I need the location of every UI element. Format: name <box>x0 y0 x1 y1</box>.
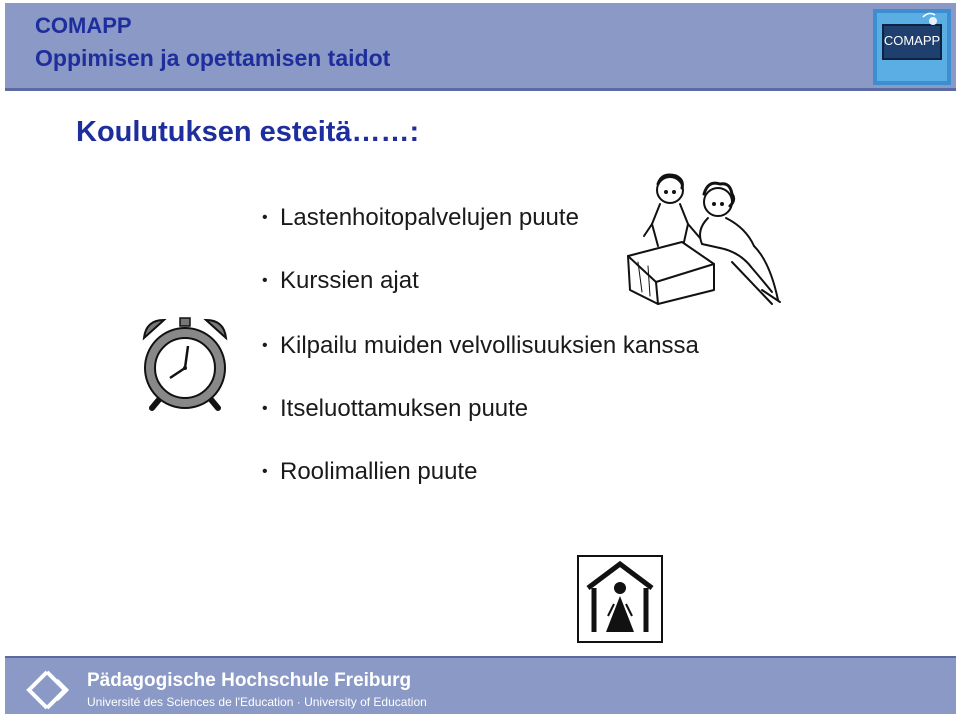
bullet-dot: • <box>262 272 268 289</box>
comapp-logo-text: COMAPP <box>883 33 941 48</box>
bullet-item <box>262 332 699 360</box>
bullet-text: Itseluottamuksen puute <box>280 395 529 422</box>
bullet-item <box>262 395 528 423</box>
bullet-item <box>262 267 419 295</box>
bullet-dot: • <box>262 209 268 226</box>
bullet-dot: • <box>262 337 268 354</box>
header-subtitle: Oppimisen ja opettamisen taidot <box>35 45 391 71</box>
bullet-item <box>262 458 477 486</box>
header-divider <box>5 88 956 91</box>
bullet-dot: • <box>262 400 268 417</box>
bullet-item <box>262 204 579 232</box>
comapp-logo-icon <box>873 9 951 85</box>
bullet-text: Kurssien ajat <box>280 267 419 294</box>
header-bar <box>5 3 956 89</box>
woman-in-house-icon <box>576 554 664 644</box>
bullet-text: Kilpailu muiden velvollisuuksien kanssa <box>280 332 699 359</box>
footer-bar <box>5 658 956 714</box>
bullet-text: Lastenhoitopalvelujen puute <box>280 204 579 231</box>
footer-institution: Pädagogische Hochschule Freiburg <box>87 670 412 691</box>
bullet-text: Roolimallien puute <box>280 458 478 485</box>
bullet-dot: • <box>262 463 268 480</box>
ph-freiburg-logo-icon <box>23 668 79 712</box>
alarm-clock-icon <box>140 316 230 412</box>
header-brand: COMAPP <box>35 13 132 38</box>
slide-title: Koulutuksen esteitä……: <box>76 116 420 148</box>
kids-illustration-icon <box>622 172 782 308</box>
footer-subline: Université des Sciences de l'Education · University of Education <box>87 695 427 709</box>
